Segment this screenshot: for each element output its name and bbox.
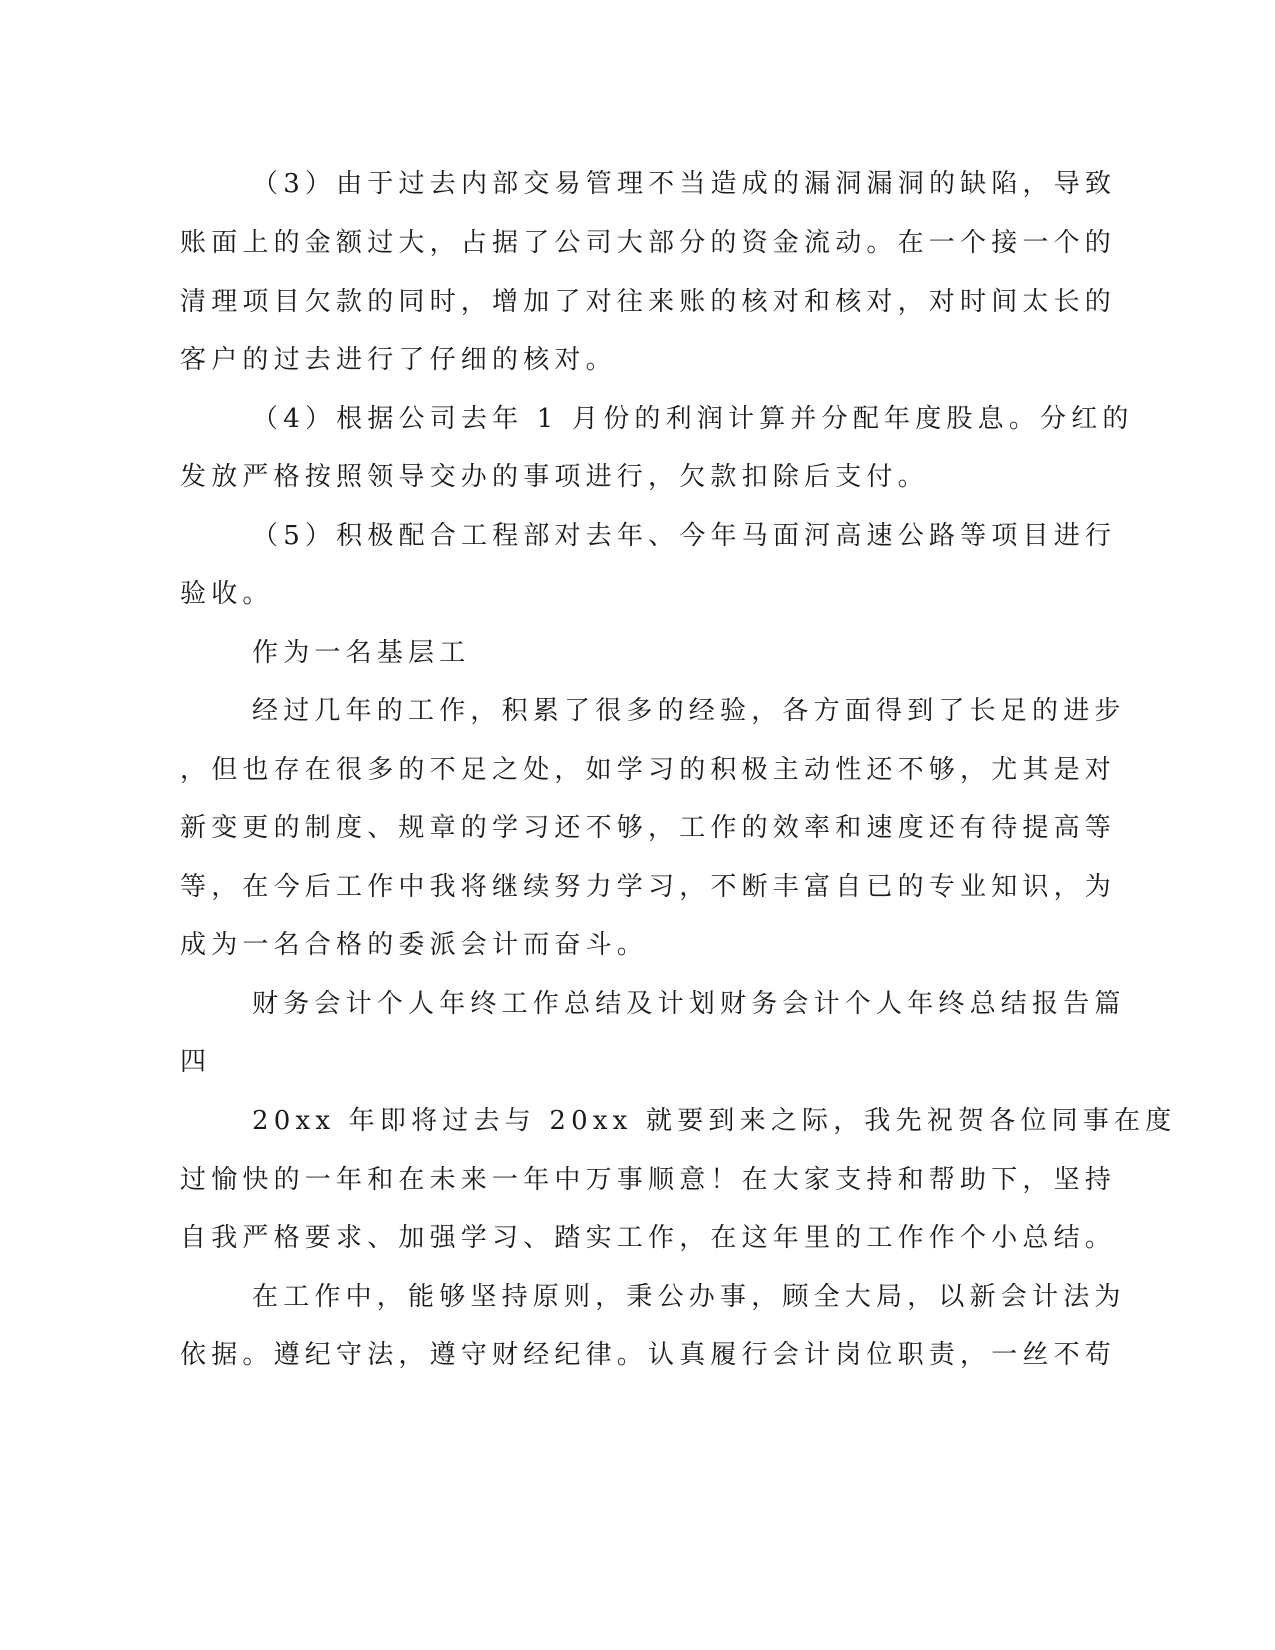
paragraph-line: 发放严格按照领导交办的事项进行，欠款扣除后支付。: [180, 462, 929, 492]
paragraph-line: 自我严格要求、加强学习、踏实工作，在这年里的工作作个小总结。: [180, 1223, 1117, 1253]
paragraph-line: 作为一名基层工: [252, 638, 471, 668]
paragraph-line: （3）由于过去内部交易管理不当造成的漏洞漏洞的缺陷，导致: [252, 169, 1117, 199]
paragraph-line: 账面上的金额过大，占据了公司大部分的资金流动。在一个接一个的: [180, 228, 1117, 258]
paragraph-line: 经过几年的工作，积累了很多的经验，各方面得到了长足的进步: [252, 696, 1126, 726]
section-heading-line: 财务会计个人年终工作总结及计划财务会计个人年终总结报告篇: [252, 989, 1126, 1019]
paragraph-line: 成为一名合格的委派会计而奋斗。: [180, 930, 649, 960]
paragraph-line: 过愉快的一年和在未来一年中万事顺意！在大家支持和帮助下，坚持: [180, 1165, 1117, 1195]
paragraph-line: 客户的过去进行了仔细的核对。: [180, 345, 617, 375]
paragraph-line: （4）根据公司去年 1 月份的利润计算并分配年度股息。分红的: [252, 404, 1134, 434]
paragraph-line: 等，在今后工作中我将继续努力学习，不断丰富自已的专业知识，为: [180, 872, 1117, 902]
paragraph-line: 清理项目欠款的同时，增加了对往来账的核对和核对，对时间太长的: [180, 287, 1117, 317]
paragraph-line: 在工作中，能够坚持原则，秉公办事，顾全大局，以新会计法为: [252, 1282, 1126, 1312]
section-heading-line: 四: [180, 1047, 212, 1077]
paragraph-line: （5）积极配合工程部对去年、今年马面河高速公路等项目进行: [252, 521, 1117, 551]
paragraph-line: 20xx 年即将过去与 20xx 就要到来之际，我先祝贺各位同事在度: [252, 1106, 1177, 1136]
paragraph-line: 验收。: [180, 579, 274, 609]
paragraph-line: ，但也存在很多的不足之处，如学习的积极主动性还不够，尤其是对: [180, 755, 1117, 785]
paragraph-line: 新变更的制度、规章的学习还不够，工作的效率和速度还有待提高等: [180, 813, 1117, 843]
paragraph-line: 依据。遵纪守法，遵守财经纪律。认真履行会计岗位职责，一丝不苟: [180, 1340, 1117, 1370]
